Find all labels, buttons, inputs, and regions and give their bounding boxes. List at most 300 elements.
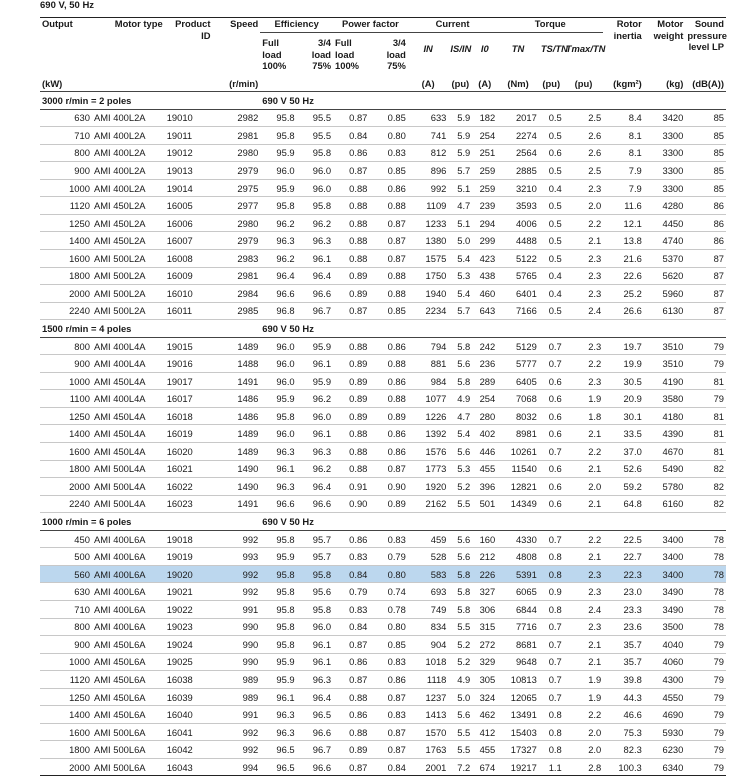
- table-cell: 95.8: [260, 407, 296, 425]
- table-cell: 272: [472, 636, 497, 654]
- table-row[interactable]: [40, 337, 726, 355]
- table-cell: 85: [685, 127, 726, 145]
- table-cell: 2981: [212, 267, 260, 285]
- table-cell: 30.5: [603, 372, 644, 390]
- table-cell: 3420: [644, 109, 686, 127]
- table-cell: AMI 500L4A: [92, 460, 165, 478]
- table-cell: 16040: [165, 706, 213, 724]
- table-cell: 1237: [408, 688, 449, 706]
- table-cell: AMI 450L4A: [92, 443, 165, 461]
- table-cell: 22.7: [603, 548, 644, 566]
- table-row[interactable]: [40, 214, 726, 232]
- table-cell: 79: [685, 758, 726, 776]
- unit-label: (Nm): [497, 78, 539, 92]
- table-cell: 5.9: [448, 127, 472, 145]
- table-cell: 992: [212, 565, 260, 583]
- table-cell: 560: [40, 565, 92, 583]
- units-row: [40, 78, 726, 92]
- header-output: Output: [40, 18, 92, 79]
- table-cell: 17327: [497, 741, 539, 759]
- table-cell: 2985: [212, 302, 260, 320]
- table-cell: 96.6: [297, 723, 333, 741]
- table-cell: 0.84: [369, 758, 407, 776]
- table-cell: 8032: [497, 407, 539, 425]
- header-torque-ts-tn: TS/TN: [540, 43, 568, 54]
- table-row[interactable]: [40, 267, 726, 285]
- table-cell: 82: [685, 460, 726, 478]
- table-cell: 3580: [644, 390, 686, 408]
- table-cell: 1400: [40, 706, 92, 724]
- table-cell: 79: [685, 706, 726, 724]
- table-row[interactable]: [40, 460, 726, 478]
- table-cell: 2274: [497, 127, 539, 145]
- table-row[interactable]: [40, 601, 726, 619]
- table-cell: 16010: [165, 285, 213, 303]
- table-cell: 0.87: [369, 232, 407, 250]
- table-cell: 0.8: [539, 565, 564, 583]
- table-row[interactable]: [40, 232, 726, 250]
- table-cell: 0.85: [369, 162, 407, 180]
- table-cell: 4690: [644, 706, 686, 724]
- table-cell: 0.89: [369, 407, 407, 425]
- table-cell: 5.7: [448, 302, 472, 320]
- table-cell: 16042: [165, 741, 213, 759]
- table-cell: 643: [472, 302, 497, 320]
- table-cell: 2984: [212, 285, 260, 303]
- table-cell: 1486: [212, 390, 260, 408]
- table-cell: 0.89: [333, 285, 369, 303]
- table-cell: AMI 400L6A: [92, 618, 165, 636]
- table-cell: 741: [408, 127, 449, 145]
- table-row[interactable]: [40, 706, 726, 724]
- table-cell: 0.80: [369, 565, 407, 583]
- table-cell: 19011: [165, 127, 213, 145]
- table-cell: 2.2: [564, 530, 604, 548]
- section-voltage-label: 690 V 50 Hz: [260, 320, 726, 338]
- table-cell: 1250: [40, 214, 92, 232]
- table-row[interactable]: [40, 127, 726, 145]
- table-cell: 1750: [408, 267, 449, 285]
- table-cell: 4006: [497, 214, 539, 232]
- table-cell: 2.2: [564, 706, 604, 724]
- table-cell: 2.6: [564, 127, 604, 145]
- table-cell: 294: [472, 214, 497, 232]
- table-cell: 35.7: [603, 636, 644, 654]
- table-cell: 2240: [40, 302, 92, 320]
- table-cell: 315: [472, 618, 497, 636]
- header-pf-full: Full load 100%: [335, 37, 360, 71]
- table-cell: 2.3: [564, 285, 604, 303]
- unit-label: (pu): [564, 78, 604, 92]
- table-cell: 0.80: [369, 127, 407, 145]
- table-cell: 0.86: [369, 372, 407, 390]
- table-cell: 96.3: [260, 706, 296, 724]
- table-row[interactable]: [40, 758, 726, 776]
- table-cell: 0.7: [539, 355, 564, 373]
- table-cell: AMI 400L2A: [92, 144, 165, 162]
- table-cell: 16020: [165, 443, 213, 461]
- table-cell: 2162: [408, 495, 449, 513]
- section-header-row: [40, 320, 726, 338]
- table-cell: 455: [472, 741, 497, 759]
- table-cell: 95.8: [260, 109, 296, 127]
- table-cell: 3490: [644, 583, 686, 601]
- table-cell: 96.7: [297, 302, 333, 320]
- table-cell: 896: [408, 162, 449, 180]
- table-cell: AMI 400L4A: [92, 337, 165, 355]
- table-cell: 992: [212, 741, 260, 759]
- table-cell: 6340: [644, 758, 686, 776]
- table-cell: 0.87: [369, 723, 407, 741]
- table-cell: 81: [685, 407, 726, 425]
- table-cell: 2.3: [564, 337, 604, 355]
- table-cell: 1120: [40, 671, 92, 689]
- table-cell: 96.3: [260, 232, 296, 250]
- table-cell: 0.74: [369, 583, 407, 601]
- table-cell: 0.87: [333, 109, 369, 127]
- table-cell: 79: [685, 671, 726, 689]
- table-cell: 5.7: [448, 162, 472, 180]
- table-cell: 96.6: [297, 285, 333, 303]
- table-cell: 2017: [497, 109, 539, 127]
- table-cell: 5.5: [448, 723, 472, 741]
- table-row[interactable]: [40, 144, 726, 162]
- table-cell: 16041: [165, 723, 213, 741]
- table-cell: 3300: [644, 127, 686, 145]
- table-cell: 0.83: [333, 548, 369, 566]
- table-cell: 16039: [165, 688, 213, 706]
- table-cell: 95.9: [297, 337, 333, 355]
- table-cell: 0.88: [369, 285, 407, 303]
- table-cell: 96.6: [260, 285, 296, 303]
- table-cell: 1490: [212, 460, 260, 478]
- table-cell: 0.86: [333, 144, 369, 162]
- table-cell: AMI 450L2A: [92, 232, 165, 250]
- table-row[interactable]: [40, 688, 726, 706]
- table-cell: 2.2: [564, 355, 604, 373]
- table-cell: 2.2: [564, 214, 604, 232]
- table-cell: 6130: [644, 302, 686, 320]
- table-row[interactable]: [40, 390, 726, 408]
- table-row[interactable]: [40, 425, 726, 443]
- table-cell: 96.0: [260, 337, 296, 355]
- table-cell: 0.9: [539, 583, 564, 601]
- table-cell: 989: [212, 671, 260, 689]
- table-cell: 5129: [497, 337, 539, 355]
- table-cell: 1000: [40, 653, 92, 671]
- table-cell: 1120: [40, 197, 92, 215]
- table-cell: AMI 450L6A: [92, 671, 165, 689]
- table-row[interactable]: [40, 355, 726, 373]
- table-cell: 2240: [40, 495, 92, 513]
- table-cell: 1077: [408, 390, 449, 408]
- table-cell: 95.8: [260, 636, 296, 654]
- table-cell: 991: [212, 601, 260, 619]
- table-cell: 5.2: [448, 653, 472, 671]
- table-cell: 1.9: [564, 688, 604, 706]
- table-cell: 0.6: [539, 478, 564, 496]
- table-cell: 1.1: [539, 758, 564, 776]
- table-cell: 0.84: [333, 565, 369, 583]
- table-cell: 396: [472, 478, 497, 496]
- table-cell: 5.8: [448, 337, 472, 355]
- table-cell: 0.6: [539, 390, 564, 408]
- table-cell: 0.84: [333, 618, 369, 636]
- table-cell: 96.1: [260, 688, 296, 706]
- table-row[interactable]: [40, 653, 726, 671]
- table-cell: 95.9: [260, 179, 296, 197]
- table-row[interactable]: [40, 407, 726, 425]
- table-cell: 1490: [212, 478, 260, 496]
- section-speed-label: 1500 r/min = 4 poles: [40, 320, 260, 338]
- section-header-row: [40, 513, 726, 531]
- table-cell: 812: [408, 144, 449, 162]
- table-cell: 1118: [408, 671, 449, 689]
- table-cell: 5.6: [448, 548, 472, 566]
- table-cell: 22.6: [603, 267, 644, 285]
- table-row[interactable]: [40, 495, 726, 513]
- table-cell: 0.88: [369, 197, 407, 215]
- table-cell: 5.1: [448, 214, 472, 232]
- table-cell: 2.3: [564, 179, 604, 197]
- table-row[interactable]: [40, 302, 726, 320]
- table-cell: AMI 400L6A: [92, 583, 165, 601]
- table-cell: 5.6: [448, 530, 472, 548]
- table-row[interactable]: [40, 249, 726, 267]
- table-cell: 800: [40, 144, 92, 162]
- header-rotor-inertia: Rotor inertia: [603, 18, 644, 79]
- table-cell: 1940: [408, 285, 449, 303]
- table-cell: 0.89: [333, 372, 369, 390]
- table-cell: 81: [685, 425, 726, 443]
- table-cell: 8.1: [603, 144, 644, 162]
- table-cell: 0.8: [539, 548, 564, 566]
- table-cell: AMI 500L6A: [92, 723, 165, 741]
- table-cell: 242: [472, 337, 497, 355]
- table-cell: 4190: [644, 372, 686, 390]
- table-cell: 0.7: [539, 653, 564, 671]
- table-cell: 3500: [644, 618, 686, 636]
- table-cell: 96.1: [297, 355, 333, 373]
- table-cell: 0.7: [539, 671, 564, 689]
- table-cell: 19023: [165, 618, 213, 636]
- table-cell: 0.89: [333, 741, 369, 759]
- table-cell: 5930: [644, 723, 686, 741]
- table-cell: 95.6: [297, 583, 333, 601]
- table-cell: 16019: [165, 425, 213, 443]
- table-cell: 85: [685, 144, 726, 162]
- table-cell: 21.6: [603, 249, 644, 267]
- table-cell: 2983: [212, 249, 260, 267]
- table-row[interactable]: [40, 372, 726, 390]
- table-cell: 4390: [644, 425, 686, 443]
- table-cell: 2.8: [564, 758, 604, 776]
- table-cell: 460: [472, 285, 497, 303]
- table-cell: 0.91: [333, 478, 369, 496]
- table-row[interactable]: [40, 741, 726, 759]
- table-cell: 0.89: [333, 407, 369, 425]
- table-cell: 25.2: [603, 285, 644, 303]
- table-cell: 0.89: [333, 390, 369, 408]
- table-cell: 1000: [40, 372, 92, 390]
- header-current-in: IN: [423, 43, 433, 54]
- table-cell: 1800: [40, 460, 92, 478]
- table-cell: 2.0: [564, 741, 604, 759]
- table-cell: 96.1: [297, 636, 333, 654]
- table-cell: 423: [472, 249, 497, 267]
- table-row[interactable]: [40, 565, 726, 583]
- table-row[interactable]: [40, 583, 726, 601]
- table-cell: 0.85: [369, 636, 407, 654]
- table-cell: 5.1: [448, 179, 472, 197]
- table-cell: 7.9: [603, 179, 644, 197]
- table-cell: 1400: [40, 232, 92, 250]
- header-motor-type: Motor type: [92, 18, 165, 79]
- table-cell: 95.9: [297, 372, 333, 390]
- table-cell: 0.88: [333, 443, 369, 461]
- table-cell: 59.2: [603, 478, 644, 496]
- table-cell: 583: [408, 565, 449, 583]
- table-cell: 7716: [497, 618, 539, 636]
- table-cell: AMI 450L6A: [92, 688, 165, 706]
- table-cell: 306: [472, 601, 497, 619]
- table-cell: 5620: [644, 267, 686, 285]
- table-cell: AMI 400L6A: [92, 548, 165, 566]
- table-cell: 96.0: [297, 179, 333, 197]
- table-cell: 2.6: [564, 144, 604, 162]
- table-cell: 0.7: [539, 688, 564, 706]
- table-cell: 329: [472, 653, 497, 671]
- table-row[interactable]: [40, 162, 726, 180]
- table-cell: 79: [685, 337, 726, 355]
- table-cell: 160: [472, 530, 497, 548]
- table-row[interactable]: [40, 109, 726, 127]
- table-cell: 96.3: [297, 443, 333, 461]
- table-row[interactable]: [40, 478, 726, 496]
- unit-label: (A): [472, 78, 497, 92]
- table-cell: 1380: [408, 232, 449, 250]
- table-cell: 2.1: [564, 460, 604, 478]
- table-row[interactable]: [40, 618, 726, 636]
- table-cell: 5370: [644, 249, 686, 267]
- table-cell: 96.0: [297, 618, 333, 636]
- table-cell: 0.85: [369, 302, 407, 320]
- table-row[interactable]: [40, 443, 726, 461]
- table-row[interactable]: [40, 530, 726, 548]
- table-cell: 2001: [408, 758, 449, 776]
- table-cell: 5.4: [448, 249, 472, 267]
- table-cell: 95.8: [297, 601, 333, 619]
- table-cell: 4808: [497, 548, 539, 566]
- table-cell: 0.88: [333, 197, 369, 215]
- table-cell: 95.7: [297, 530, 333, 548]
- table-cell: 1575: [408, 249, 449, 267]
- table-cell: 87: [685, 302, 726, 320]
- table-cell: 16038: [165, 671, 213, 689]
- table-cell: 0.87: [333, 758, 369, 776]
- table-cell: 749: [408, 601, 449, 619]
- table-cell: 0.8: [539, 706, 564, 724]
- table-cell: 1489: [212, 443, 260, 461]
- table-row[interactable]: [40, 285, 726, 303]
- table-cell: 1.9: [564, 390, 604, 408]
- table-cell: 5.9: [448, 144, 472, 162]
- table-cell: 22.5: [603, 530, 644, 548]
- table-row[interactable]: [40, 636, 726, 654]
- header-torque-tn: TN: [511, 43, 525, 54]
- table-cell: 7166: [497, 302, 539, 320]
- table-cell: 2.3: [564, 565, 604, 583]
- table-body: [40, 92, 726, 776]
- table-cell: 1250: [40, 407, 92, 425]
- unit-label: [260, 78, 296, 92]
- table-cell: 96.1: [297, 425, 333, 443]
- table-cell: 993: [212, 548, 260, 566]
- table-cell: 834: [408, 618, 449, 636]
- table-cell: 4060: [644, 653, 686, 671]
- table-cell: 96.0: [260, 372, 296, 390]
- table-cell: 0.86: [369, 671, 407, 689]
- table-cell: AMI 450L4A: [92, 372, 165, 390]
- table-cell: 96.0: [297, 162, 333, 180]
- table-cell: 4.7: [448, 197, 472, 215]
- table-cell: 79: [685, 653, 726, 671]
- table-cell: 0.87: [333, 162, 369, 180]
- table-cell: 19.7: [603, 337, 644, 355]
- table-cell: 96.2: [260, 249, 296, 267]
- table-cell: 19017: [165, 372, 213, 390]
- table-row[interactable]: [40, 671, 726, 689]
- table-cell: 5122: [497, 249, 539, 267]
- table-cell: 0.87: [369, 460, 407, 478]
- table-cell: 0.5: [539, 197, 564, 215]
- table-cell: 19024: [165, 636, 213, 654]
- table-row[interactable]: [40, 723, 726, 741]
- table-cell: 212: [472, 548, 497, 566]
- table-cell: 96.2: [297, 214, 333, 232]
- table-cell: 991: [212, 706, 260, 724]
- page-title: 690 V, 50 Hz: [40, 0, 95, 11]
- table-cell: 0.6: [539, 460, 564, 478]
- table-cell: 446: [472, 443, 497, 461]
- table-cell: 4330: [497, 530, 539, 548]
- unit-label: [165, 78, 213, 92]
- table-cell: 16011: [165, 302, 213, 320]
- table-cell: 324: [472, 688, 497, 706]
- table-row[interactable]: [40, 548, 726, 566]
- table-cell: 0.88: [333, 249, 369, 267]
- table-row[interactable]: [40, 179, 726, 197]
- table-cell: 87: [685, 267, 726, 285]
- table-cell: 0.6: [539, 372, 564, 390]
- table-cell: 5.8: [448, 565, 472, 583]
- table-cell: 19010: [165, 109, 213, 127]
- table-cell: 251: [472, 144, 497, 162]
- table-cell: 0.5: [539, 302, 564, 320]
- table-cell: 1600: [40, 443, 92, 461]
- table-row[interactable]: [40, 197, 726, 215]
- table-cell: 1489: [212, 337, 260, 355]
- header-power-factor: Power factor: [333, 18, 408, 33]
- table-cell: 75.3: [603, 723, 644, 741]
- table-cell: AMI 400L4A: [92, 355, 165, 373]
- table-cell: 82.3: [603, 741, 644, 759]
- table-cell: 1413: [408, 706, 449, 724]
- table-cell: 2000: [40, 478, 92, 496]
- table-cell: 15403: [497, 723, 539, 741]
- table-cell: AMI 450L2A: [92, 214, 165, 232]
- table-cell: 96.2: [297, 460, 333, 478]
